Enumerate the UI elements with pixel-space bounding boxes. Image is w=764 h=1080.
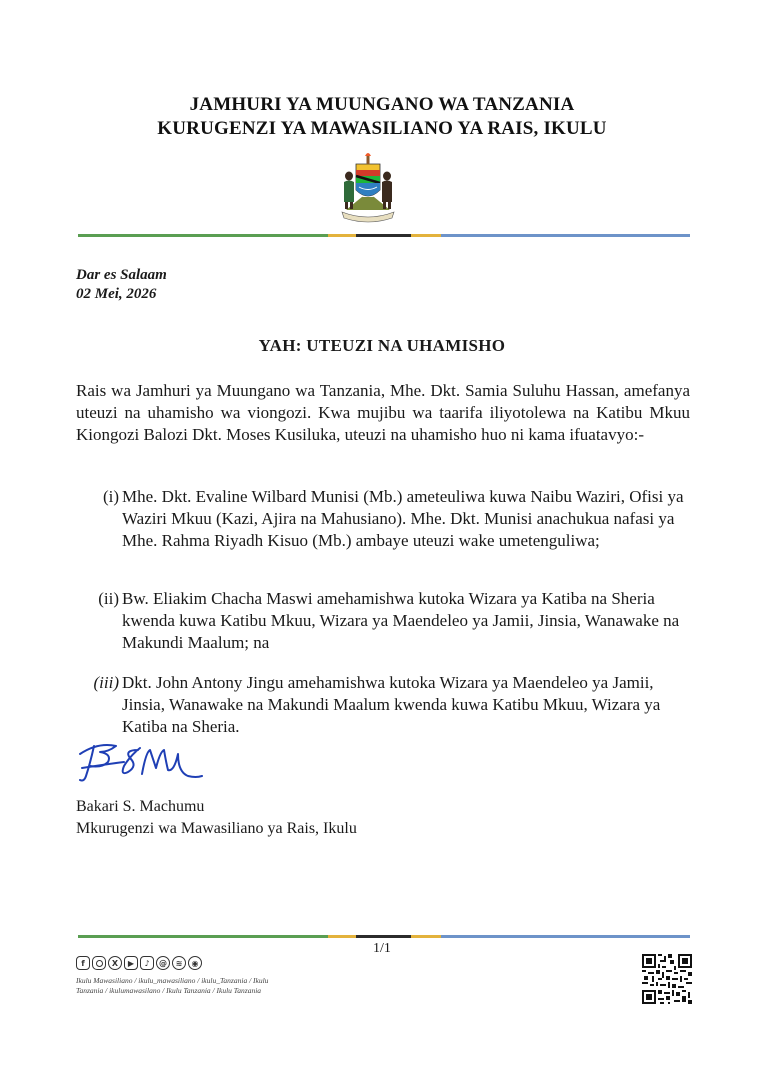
footer-divider bbox=[78, 935, 690, 938]
threads-icon[interactable]: @ bbox=[156, 956, 170, 970]
instagram-icon[interactable] bbox=[92, 956, 106, 970]
x-icon[interactable]: X bbox=[108, 956, 122, 970]
list-item bbox=[76, 672, 690, 738]
spotify-icon[interactable]: ≋ bbox=[172, 956, 186, 970]
intro-paragraph: Rais wa Jamhuri ya Muungano wa Tanzania, Mhe. Dkt. Samia Suluhu Hassan, amefanya uteuzi na uhamisho wa viongozi. Kwa mujibu wa taarifa iliyotolewa na Katibu Mkuu Kiongozi Balozi Dkt. Moses Kusiluka, uteuzi na uhamisho huo ni kama ifuatavyo:- bbox=[76, 381, 690, 444]
youtube-icon[interactable]: ▶ bbox=[124, 956, 138, 970]
signer-title: Mkurugenzi wa Mawasiliano ya Rais, Ikulu bbox=[76, 820, 357, 837]
handwritten-signature bbox=[78, 738, 204, 788]
list-item-text: Mhe. Dkt. Evaline Wilbard Munisi (Mb.) ameteuliwa kuwa Naibu Waziri, Ofisi ya Waziri Mkuu (Kazi, Ajira na Mahusiano). Mhe. Dkt. Munisi anachukua nafasi ya Mhe. Rahma Riyadh Kisuo (Mb.) ambaye uteuzi wake umetenguliwa; bbox=[122, 487, 684, 550]
page-number: 1/1 bbox=[373, 941, 391, 956]
coat-of-arms-emblem bbox=[332, 152, 404, 224]
social-icons-row bbox=[76, 956, 202, 970]
tiktok-icon[interactable]: ♪ bbox=[140, 956, 154, 970]
date-line: 02 Mei, 2026 bbox=[76, 286, 157, 302]
qr-code[interactable] bbox=[642, 954, 692, 1004]
list-item-number: (ii) bbox=[98, 589, 119, 608]
social-handles: Ikulu Mawasiliano / ikulu_mawasiliano / ikulu_Tanzania / Ikulu Tanzania / ikulumawasilano / Ikulu Tanzania / Ikulu Tanzania bbox=[76, 976, 269, 995]
header-title-line-1: JAMHURI YA MUUNGANO WA TANZANIA bbox=[189, 94, 575, 115]
list-item-number: (i) bbox=[102, 487, 119, 506]
list-item bbox=[76, 588, 690, 654]
header-title-line-2: KURUGENZI YA MAWASILIANO YA RAIS, IKULU bbox=[157, 118, 607, 139]
podcast-icon[interactable]: ◉ bbox=[188, 956, 202, 970]
list-item-text: Bw. Eliakim Chacha Maswi amehamishwa kutoka Wizara ya Katiba na Sheria kwenda kuwa Katibu Mkuu, Wizara ya Maendeleo ya Jamii, Jinsia, Wanawake na Makundi Maalum; na bbox=[122, 589, 680, 652]
header-divider bbox=[78, 234, 690, 237]
list-item-text: Dkt. John Antony Jingu amehamishwa kutoka Wizara ya Maendeleo ya Jamii, Jinsia, Wanawake na Makundi Maalum kwenda kuwa Katibu Mkuu, Wizara ya Katiba na Sheria. bbox=[122, 673, 661, 736]
signer-name: Bakari S. Machumu bbox=[76, 798, 205, 815]
facebook-icon[interactable]: f bbox=[76, 956, 90, 970]
subject-heading: YAH: UTEUZI NA UHAMISHO bbox=[258, 336, 506, 355]
list-item-number: (iii) bbox=[93, 673, 119, 692]
list-item bbox=[76, 486, 690, 552]
place-line: Dar es Salaam bbox=[76, 267, 167, 283]
